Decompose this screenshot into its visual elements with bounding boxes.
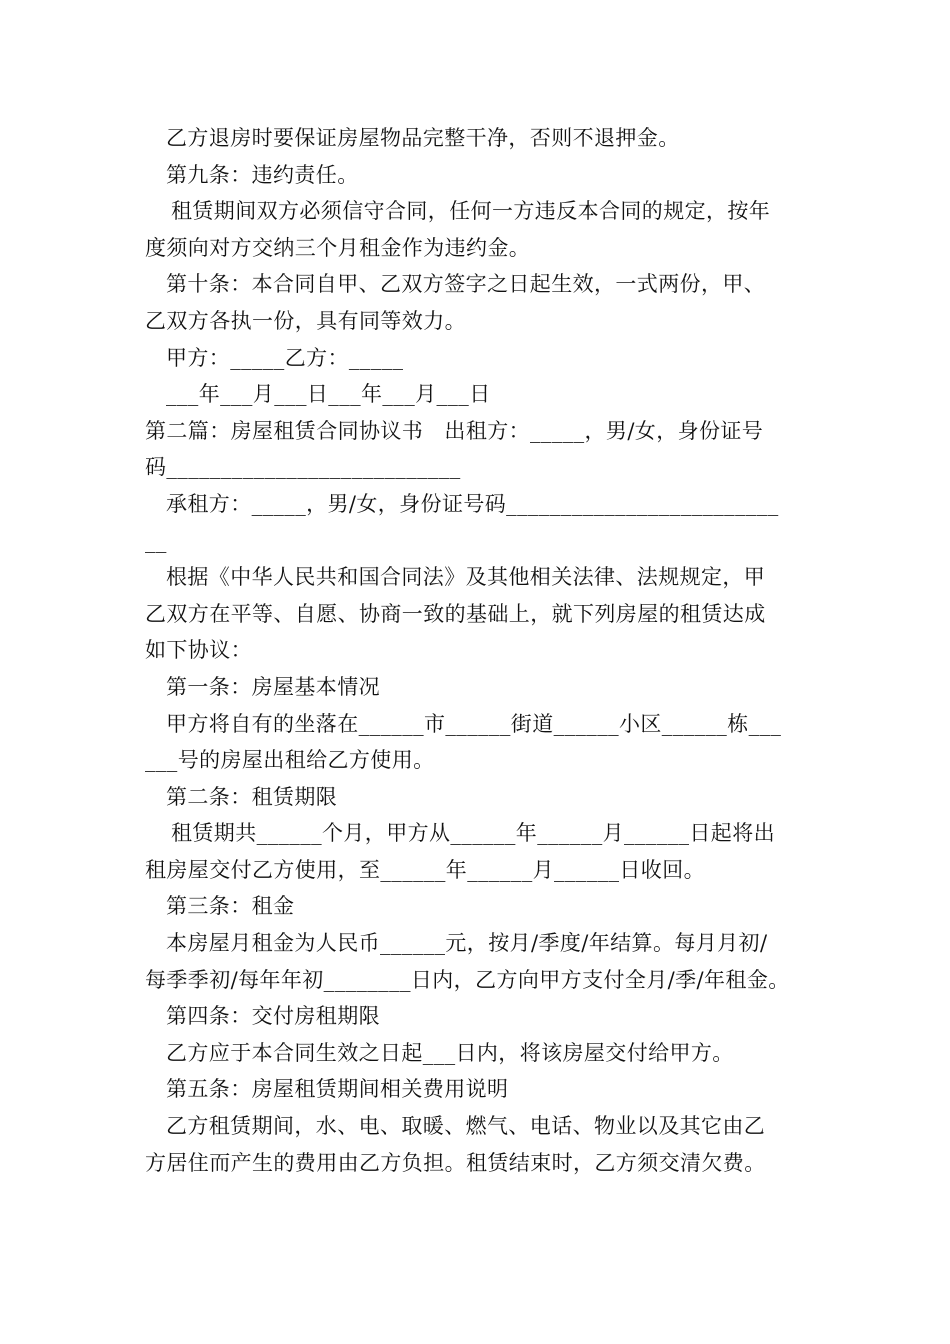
clause-heading: 第三条：租金 — [166, 894, 295, 919]
paragraph-line: 乙方退房时要保证房屋物品完整干净，否则不退押金。 — [166, 126, 680, 150]
clause-heading: 第二条：租赁期限 — [166, 784, 338, 809]
paragraph-line: 租赁期共______个月，甲方从______年______月______日起将出 — [171, 821, 775, 846]
paragraph-line: 租房屋交付乙方使用，至______年______月______日收回。 — [145, 857, 705, 882]
clause-heading: 第四条：交付房租期限 — [166, 1004, 380, 1029]
paragraph-line: 如下协议： — [145, 638, 252, 663]
paragraph-line: 码___________________________ — [145, 455, 461, 480]
paragraph-line: 方居住而产生的费用由乙方负担。租赁结束时，乙方须交清欠费。 — [145, 1150, 766, 1175]
signature-line: 甲方：_____乙方：_____ — [166, 345, 404, 370]
paragraph-line: 承租方：_____，男/女，身份证号码_________________________ — [166, 491, 779, 516]
paragraph-line: ___号的房屋出租给乙方使用。 — [145, 748, 435, 773]
paragraph-line: 乙方租赁期间，水、电、取暖、燃气、电话、物业以及其它由乙 — [166, 1114, 766, 1139]
contract-text — [145, 120, 810, 1181]
paragraph-line: 第十条：本合同自甲、乙双方签字之日起生效，一式两份，甲、 — [166, 272, 766, 297]
paragraph-line: __ — [145, 528, 167, 553]
paragraph-line: 乙双方在平等、自愿、协商一致的基础上，就下列房屋的租赁达成 — [145, 601, 766, 626]
clause-heading: 第一条：房屋基本情况 — [166, 674, 380, 699]
paragraph-line: 根据《中华人民共和国合同法》及其他相关法律、法规规定，甲 — [166, 565, 766, 590]
paragraph-line: 租赁期间双方必须信守合同，任何一方违反本合同的规定，按年 — [171, 199, 771, 224]
paragraph-line: 乙双方各执一份，具有同等效力。 — [145, 308, 466, 333]
date-line: ___年___月___日___年___月___日 — [166, 382, 491, 407]
clause-heading: 第九条：违约责任。 — [166, 162, 359, 187]
paragraph-line: 乙方应于本合同生效之日起___日内，将该房屋交付给甲方。 — [166, 1040, 734, 1065]
paragraph-line: 本房屋月租金为人民币______元，按月/季度/年结算。每月月初/ — [166, 931, 768, 956]
paragraph-line: 每季季初/每年年初________日内，乙方向甲方支付全月/季/年租金。 — [145, 967, 790, 992]
paragraph-line: 度须向对方交纳三个月租金作为违约金。 — [145, 235, 531, 260]
paragraph-line: 甲方将自有的坐落在______市______街道______小区______栋___ — [166, 711, 782, 736]
section-heading: 第二篇：房屋租赁合同协议书 出租方：_____，男/女，身份证号 — [145, 418, 764, 443]
clause-heading: 第五条：房屋租赁期间相关费用说明 — [166, 1077, 509, 1102]
